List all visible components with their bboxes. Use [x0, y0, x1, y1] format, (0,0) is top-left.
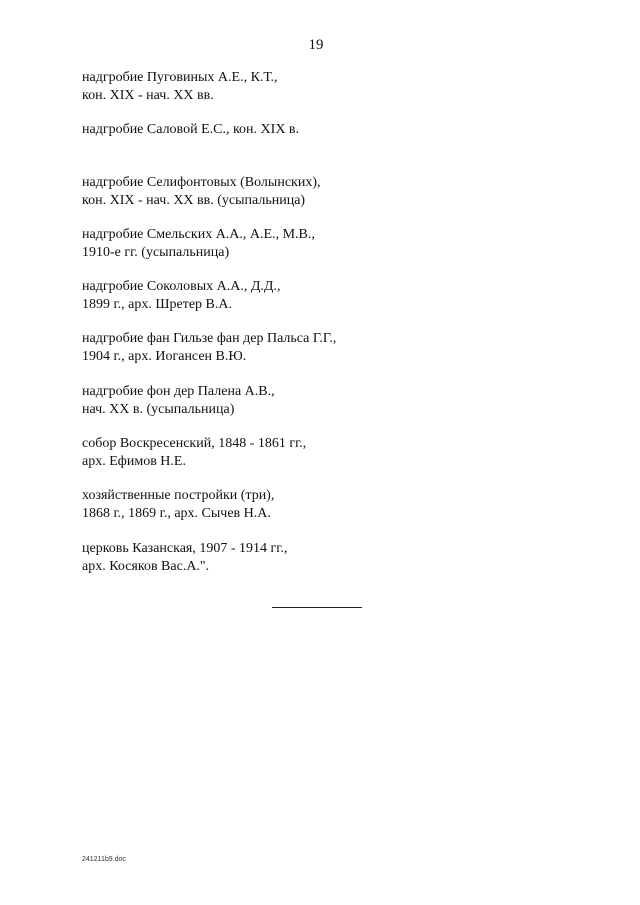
entry-detail-line: нач. XX в. (усыпальница)	[82, 401, 235, 417]
list-item	[82, 383, 562, 419]
entry-detail-line: 1899 г., арх. Шретер В.А.	[82, 297, 232, 313]
entry-detail-line: 1910-е гг. (усыпальница)	[82, 244, 230, 260]
entry-title-line: надгробие Саловой Е.С., кон. XIX в.	[82, 122, 300, 138]
list-item	[82, 121, 562, 157]
list-item	[82, 174, 562, 210]
entry-detail-line: кон. XIX - нач. XX вв. (усыпальница)	[82, 192, 306, 208]
list-item	[82, 435, 562, 471]
entry-detail-line: 1868 г., 1869 г., арх. Сычев Н.А.	[82, 506, 271, 522]
entry-title-line: надгробие фон дер Палена А.В.,	[82, 383, 275, 399]
entry-detail-line: 1904 г., арх. Иогансен В.Ю.	[82, 349, 247, 365]
monument-list	[82, 69, 562, 592]
entry-title-line: надгробие Пуговиных А.Е., К.Т.,	[82, 70, 278, 85]
list-item	[82, 278, 562, 314]
list-item	[82, 540, 562, 576]
list-item	[82, 330, 562, 366]
entry-detail-line: арх. Ефимов Н.Е.	[82, 454, 186, 470]
entry-title-line: надгробие Соколовых А.А., Д.Д.,	[82, 279, 281, 295]
list-item	[82, 487, 562, 523]
entry-title-line: церковь Казанская, 1907 - 1914 гг.,	[82, 540, 288, 556]
page-number: 19	[308, 37, 324, 53]
list-item	[82, 226, 562, 262]
entry-title-line: надгробие Смельских А.А., А.Е., М.В.,	[82, 226, 315, 242]
end-of-document-rule	[272, 607, 362, 608]
entry-title-line: надгробие Селифонтовых (Волынских),	[82, 174, 321, 190]
entry-title-line: хозяйственные постройки (три),	[82, 488, 275, 504]
entry-detail-line: арх. Косяков Вас.А.".	[82, 558, 210, 574]
entry-title-line: надгробие фан Гильзе фан дер Пальса Г.Г.,	[82, 331, 337, 347]
entry-detail-line: кон. XIX - нач. XX вв.	[82, 88, 214, 103]
list-item	[82, 69, 562, 105]
footer-filename: 241211b9.doc	[82, 856, 126, 863]
entry-title-line: собор Воскресенский, 1848 - 1861 гг.,	[82, 436, 307, 452]
